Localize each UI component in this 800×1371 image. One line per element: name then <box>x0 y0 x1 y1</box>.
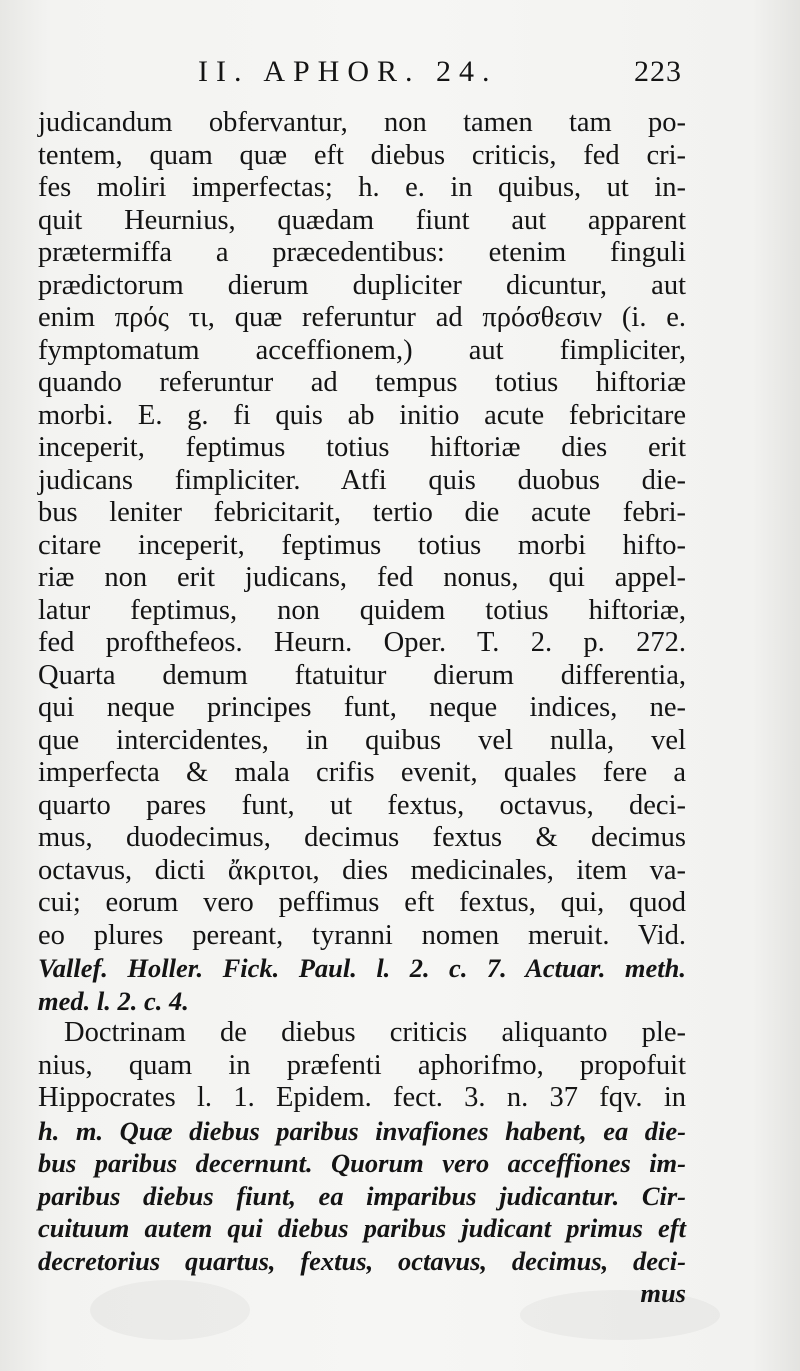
text-line: fymptomatum acceffionem,) aut fimpliciter, <box>38 334 686 366</box>
page-header <box>40 55 682 95</box>
text-line: prædictorum dierum dupliciter dicuntur, aut <box>38 269 686 301</box>
running-head: II. APHOR. 24. <box>198 55 498 88</box>
text-line: bus paribus decernunt. Quorum vero acceffiones im- <box>38 1148 686 1178</box>
text-line: judicandum obfervantur, non tamen tam po- <box>38 107 686 138</box>
text-line: decretorius quartus, fextus, octavus, decimus, deci- <box>38 1245 686 1276</box>
text-line: cuituum autem qui diebus paribus judicant primus eft <box>38 1213 686 1243</box>
text-line: quando referuntur ad tempus totius hiftoriæ <box>38 367 686 398</box>
text-line: inceperit, feptimus totius hiftoriæ dies erit <box>38 432 686 463</box>
text-line: imperfecta & mala crifis evenit, quales fere a <box>38 757 686 788</box>
text-line: citare inceperit, feptimus totius morbi hifto- <box>38 529 686 561</box>
text-line: latur feptimus, non quidem totius hiftoriæ, <box>38 594 686 626</box>
text-line: Vallef. Holler. Fick. Paul. l. 2. c. 7. Actuar. meth. <box>38 953 686 983</box>
text-line: quarto pares funt, ut fextus, octavus, deci- <box>38 789 686 821</box>
text-line: judicans fimpliciter. Atfi quis duobus die- <box>38 464 686 496</box>
text-line: Quarta demum ftatuitur dierum differentia, <box>38 659 686 691</box>
text-line: qui neque principes funt, neque indices, ne- <box>38 692 686 723</box>
text-line: fes moliri imperfectas; h. e. in quibus, ut in- <box>38 172 686 203</box>
text-line: paribus diebus fiunt, ea imparibus judicantur. Cir- <box>38 1180 686 1211</box>
text-line: Doctrinam de diebus criticis aliquanto ple- <box>64 1017 686 1048</box>
text-line: cui; eorum vero peffimus eft fextus, qui, quod <box>38 887 686 918</box>
body-text <box>38 107 686 1310</box>
catchword: mus <box>640 1278 686 1308</box>
text-line: octavus, dicti ἄκριτοι, dies medicinales, item va- <box>38 854 686 886</box>
text-line: Hippocrates l. 1. Epidem. fect. 3. n. 37 fqv. in <box>38 1082 686 1113</box>
text-line: med. l. 2. c. 4. <box>38 985 189 1016</box>
text-line: bus leniter febricitarit, tertio die acute febri- <box>38 497 686 528</box>
text-line: quit Heurnius, quædam fiunt aut apparent <box>38 204 686 236</box>
text-line: tentem, quam quæ eft diebus criticis, fed cri- <box>38 139 686 171</box>
text-line: riæ non erit judicans, fed nonus, qui appel- <box>38 562 686 593</box>
text-line: h. m. Quæ diebus paribus invafiones habent, ea die- <box>38 1115 686 1146</box>
text-line: fed profthefeos. Heurn. Oper. T. 2. p. 272. <box>38 627 686 658</box>
text-line: morbi. E. g. fi quis ab initio acute febricitare <box>38 399 686 431</box>
text-line: que intercidentes, in quibus vel nulla, vel <box>38 724 686 756</box>
text-line: prætermiffa a præcedentibus: etenim finguli <box>38 237 686 268</box>
text-line: eo plures pereant, tyranni nomen meruit. Vid. <box>38 919 686 951</box>
text-line: mus, duodecimus, decimus fextus & decimus <box>38 822 686 853</box>
text-line: enim πρός τι, quæ referuntur ad πρόσθεσιν (i. e. <box>38 302 686 333</box>
text-line: nius, quam in præfenti aphorifmo, propofuit <box>38 1049 686 1081</box>
page-number: 223 <box>634 55 682 88</box>
